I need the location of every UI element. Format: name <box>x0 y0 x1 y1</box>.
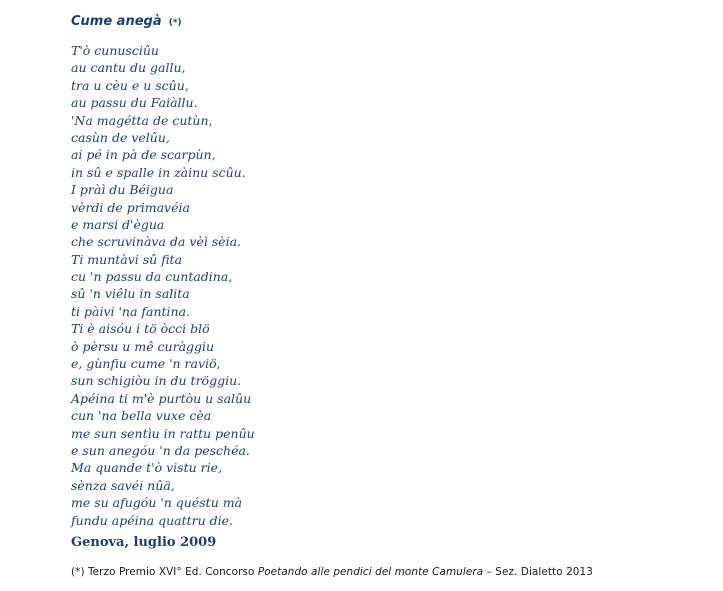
poem-line: in sû e spalle in zàinu scûu. <box>71 164 246 180</box>
poem-line: sû 'n viêlu in salita <box>71 286 190 302</box>
poem-line: ti pàivi 'na fantina. <box>71 303 191 319</box>
footnote-contest-name: Poetando alle pendici del monte Camulera <box>257 566 484 578</box>
poem-line: sènza savéi nûä, <box>71 477 175 493</box>
poem-title-row <box>71 10 182 29</box>
poem-line: casùn de velûu, <box>71 129 170 145</box>
poem-line: I pràì du Béigua <box>71 182 174 198</box>
poem-line: Ti è aisóu i tö òcci blö <box>71 321 210 337</box>
place-date: Genova, luglio 2009 <box>71 535 217 550</box>
poem-line: e, gùnfiu cume 'n raviö, <box>71 356 221 372</box>
poem-line: che scruvinàva da vèì sèia. <box>71 234 242 250</box>
poem-line: me su afugóu 'n quéstu mà <box>71 495 243 511</box>
poem-line: cu 'n passu da cuntadina, <box>71 269 233 285</box>
poem-line: fundu apéina quattru die. <box>71 512 233 528</box>
poem-line: me sun sentìu in rattu penûu <box>71 425 255 441</box>
poem-line: tra u cèu e u scûu, <box>71 77 189 93</box>
poem-line: T'ò cunusciûu <box>71 43 159 58</box>
footnote <box>71 566 593 578</box>
poem-line: au cantu du gallu, <box>71 60 186 76</box>
footnote-suffix: – Sez. Dialetto 2013 <box>483 566 593 578</box>
poem-line: 'Na magétta de cutùn, <box>71 112 213 128</box>
poem-line: vèrdi de primavéia <box>71 199 190 215</box>
poem-line: Ti muntàvi sû fita <box>71 251 183 267</box>
footnote-prefix: (*) Terzo Premio XVI° Ed. Concorso <box>71 566 258 578</box>
poem-line: e marsi d'ègua <box>71 216 165 232</box>
poem-line: Ma quande t'ò vistu rie, <box>71 460 222 476</box>
poem-line: au passu du Faiàllu. <box>71 95 198 111</box>
poem-body <box>71 42 255 529</box>
poem-line: ai pé in pà de scarpùn, <box>71 147 216 163</box>
poem-line: ò pèrsu u mê curàggiu <box>71 338 215 354</box>
poem-line: Apéina ti m'è purtòu u salûu <box>71 390 252 406</box>
poem-line: sun schigiòu in du tröggiu. <box>71 373 242 389</box>
poem-line: e sun anegóu 'n da peschéa. <box>71 442 250 458</box>
poem-title: Cume anegà <box>71 14 162 29</box>
title-footnote-marker: (*) <box>168 18 182 28</box>
poem-line: cun 'na bella vuxe cèa <box>71 408 212 424</box>
